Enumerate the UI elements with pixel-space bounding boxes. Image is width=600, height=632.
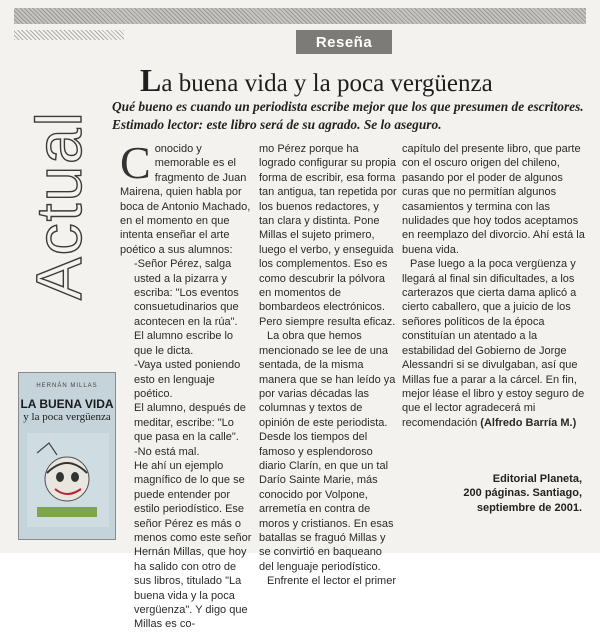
corner-hatch [14,30,124,40]
paragraph [120,137,253,257]
section-badge: Reseña [296,30,392,54]
paragraph: El alumno, después de meditar, escribe: "Lo que pasa en la calle". [134,402,246,444]
lead-paragraph: Qué bueno es cuando un periodista escribe mejor que los que presumen de escritores. Estimado lector: este libro será de su agrado. Se lo aseguro. [112,99,584,132]
book-cover-title: LA BUENA VIDA [20,397,114,411]
paragraph: La obra que hemos mencionado se lee de una sentada, de la misma manera que se han leído ya por varias décadas las columnas y textos de opinión de este periodista. Desde los tiempos del famoso y esplendoroso diario Clarín, en que un tal Darío Sainte Marie, más conocido por Volpone, arremetía en contra de moros y cristianos. En esas batallas se fraguó Millas y se convirtió en baqueano del lenguaje periodístico. [259,330,396,573]
header-rule [14,8,586,24]
publication-info [436,472,582,515]
book-cover-author: HERNÁN MILLAS [36,383,98,389]
paragraph: -Señor Pérez, salga usted a la pizarra y escriba: "Los eventos consuetudinarios que acontecen en la rúa". [134,258,239,328]
book-cover-image [18,372,116,540]
book-cover-illustration [27,433,109,527]
paragraph: mo Pérez porque ha logrado configurar su propia forma de escribir, esa forma tan antigua, tan repetida por los buenos redactores, y tan clara y distinta. Pone Millas el sujeto primero, luego el verbo, y enseguida los complementos. Eso es como descubrir la pólvora en momentos de bombardeos electrónicos. Pero siempre resulta eficaz. [259,143,397,328]
book-cover-subtitle: y la poca vergüenza [23,411,111,423]
publication-date: septiembre de 2001. [476,501,582,514]
paragraph-text: onocido y memorable es el fragmento de Juan Mairena, quien habla por boca de Antonio Machado, en el momento en que intenta enseñar el arte poético a sus alumnos: [120,143,251,256]
title-text: a buena vida y la poca vergüenza [161,70,493,97]
page-title [140,62,590,99]
reviewer-signature: (Alfredo Barría M.) [480,416,577,429]
paragraph: He ahí un ejemplo magnífico de lo que se puede entender por estilo periodístico. Ese señor Pérez es más o menos como este señor Hernán Millas, que hoy ha salido con otro de sus libros, titulado "La buena vida y la poca vergüenza". Y digo que Millas es co- [134,459,252,631]
article-column-2 [259,142,397,589]
paragraph: -No está mal. [134,445,200,458]
page-count-city: 200 páginas. Santiago, [463,487,582,500]
paragraph: El alumno escribe lo que le dicta. [134,330,234,357]
paragraph: -Vaya usted poniendo esto en lenguaje poético. [134,359,241,400]
paragraph: Enfrente el lector el primer [267,575,396,588]
dialogue-block [120,257,253,632]
paragraph [402,257,587,430]
title-initial: L [140,62,162,98]
paragraph-text: Pase luego a la poca vergüenza y llegará al final sin dificultades, a los carterazos que cierta dama aplicó a cierto caballero, que a juicio de los señores políticos de la época constituían un atentado a la estabilidad del Gobierno de Jorge Alessandri si se divulgaban, así que Millas fue a parar a la cárcel. En fin, mejor léase el libro y estoy seguro de que el lector agradecerá mi recomendación [402,258,585,429]
drop-cap: C [120,137,151,188]
publisher: Editorial Planeta, [492,473,582,485]
side-label: Actual [23,110,95,300]
paragraph: capítulo del presente libro, que parte con el oscuro origen del chileno, pasando por el poder de algunos curas que no permitían algunos casamientos y termina con las nulidades que hoy todos aceptamos en reemplazo del divorcio. Ahí está la buena vida. [402,143,585,256]
article-column-1 [120,137,253,632]
article-column-3 [402,142,587,430]
